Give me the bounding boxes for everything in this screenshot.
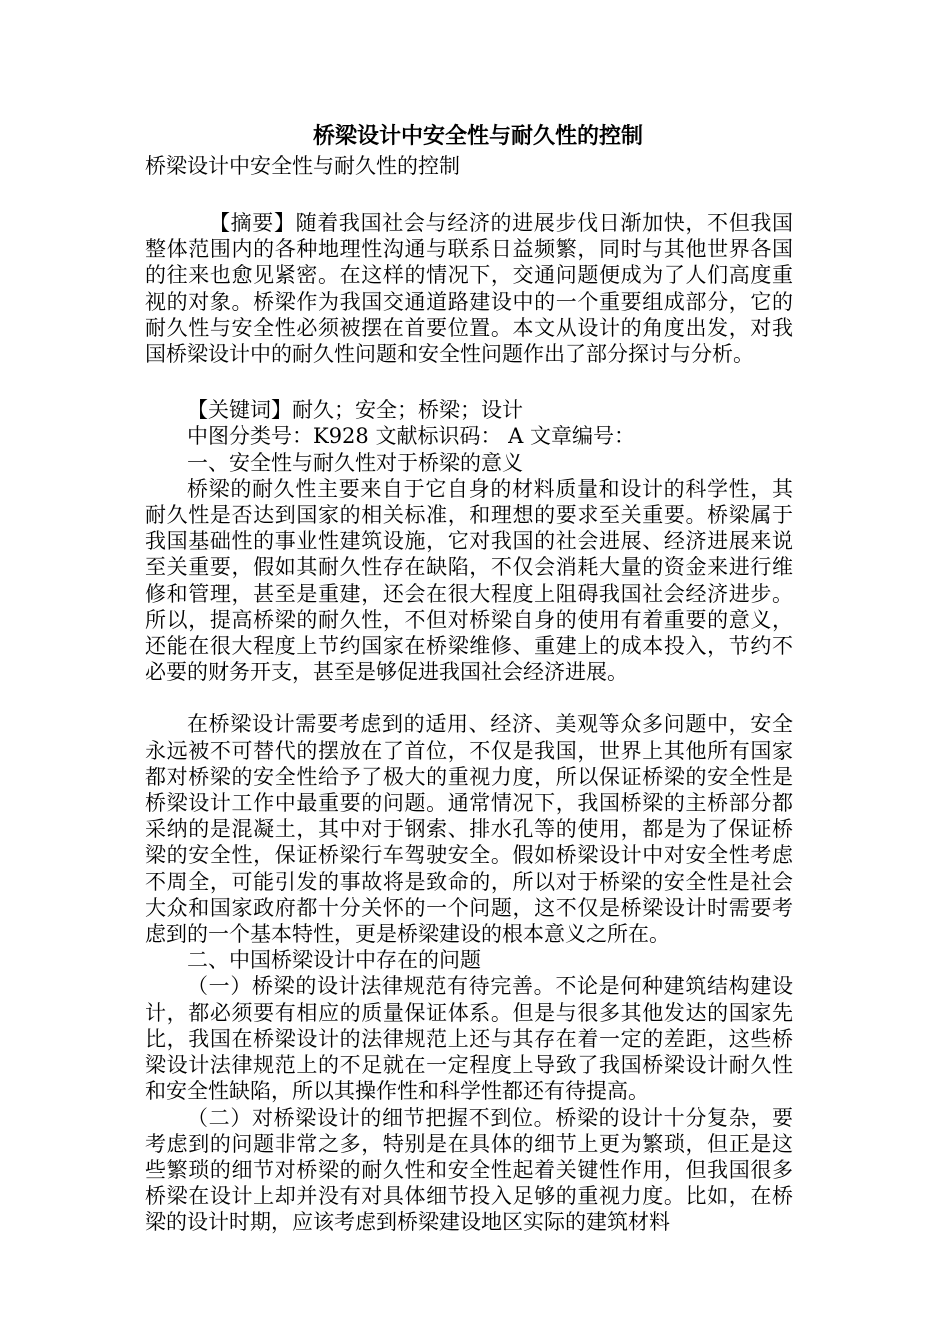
document-title: 桥梁设计中安全性与耐久性的控制 — [312, 123, 643, 149]
body-paragraph: 在桥梁设计需要考虑到的适用、经济、美观等众多问题中，安全永远被不可替代的摆放在了首位，不仅是我国，世界上其他所有国家都对桥梁的安全性给予了极大的重视力度，所以保证桥梁的安全性是桥梁设计工作中最重要的问题。通常情况下，我国桥梁的主桥部分都采纳的是混凝土，其中对于钢索、排水孔等的使用，都是为了保证桥梁的安全性，保证桥梁行车驾驶安全。假如桥梁设计中对安全性考虑不周全，可能引发的事故将是致命的，所以对于桥梁的安全性是社会大众和国家政府都十分关怀的一个问题，这不仅是桥梁设计时需要考虑到的一个基本特性，更是桥梁建设的根本意义之所在。 — [145, 712, 793, 947]
abstract-paragraph: 【摘要】随着我国社会与经济的进展步伐日渐加快，不但我国整体范围内的各种地理性沟通与联系日益频繁，同时与其他世界各国的往来也愈见紧密。在这样的情况下，交通问题便成为了人们高度重视的对象。桥梁作为我国交通道路建设中的一个重要组成部分，它的耐久性与安全性必须被摆在首要位置。本文从设计的角度出发，对我国桥梁设计中的耐久性问题和安全性问题作出了部分探讨与分析。 — [145, 211, 793, 367]
spacer — [145, 180, 793, 210]
keywords-line: 【关键词】耐久；安全；桥梁；设计 — [187, 398, 523, 423]
section-heading: 二、中国桥梁设计中存在的问题 — [187, 948, 481, 973]
body-paragraph: （一）桥梁的设计法律规范有待完善。不论是何种建筑结构建设计，都必须要有相应的质量保证体系。但是与很多其他发达的国家先比，我国在桥梁设计的法律规范上还与其存在着一定的差距，这些桥梁设计法律规范上的不足就在一定程度上导致了我国桥梁设计耐久性和安全性缺陷，所以其操作性和科学性都还有待提高。 — [145, 974, 793, 1104]
body-paragraph: 桥梁的耐久性主要来自于它自身的材料质量和设计的科学性，其耐久性是否达到国家的相关标准，和理想的要求至关重要。桥梁属于我国基础性的事业性建筑设施，它对我国的社会进展、经济进展来说至关重要，假如其耐久性存在缺陷，不仅会消耗大量的资金来进行维修和管理，甚至是重建，还会在很大程度上阻碍我国社会经济进步。所以，提高桥梁的耐久性，不但对桥梁自身的使用有着重要的意义，还能在很大程度上节约国家在桥梁维修、重建上的成本投入，节约不必要的财务开支，甚至是够促进我国社会经济进展。 — [145, 476, 793, 685]
body-paragraph: （二）对桥梁设计的细节把握不到位。桥梁的设计十分复杂，要考虑到的问题非常之多，特别是在具体的细节上更为繁琐，但正是这些繁琐的细节对桥梁的耐久性和安全性起着关键性作用，但我国很多桥梁在设计上却并没有对具体细节投入足够的重视力度。比如，在桥梁的设计时期，应该考虑到桥梁建设地区实际的建筑材料 — [145, 1105, 793, 1235]
section-heading: 一、安全性与耐久性对于桥梁的意义 — [187, 450, 523, 475]
spacer — [145, 685, 793, 711]
document-page — [145, 120, 793, 1236]
classification-line: 中图分类号：K928 文献标识码： A 文章编号： — [187, 424, 635, 449]
document-subtitle: 桥梁设计中安全性与耐久性的控制 — [145, 154, 460, 178]
spacer — [145, 367, 793, 397]
